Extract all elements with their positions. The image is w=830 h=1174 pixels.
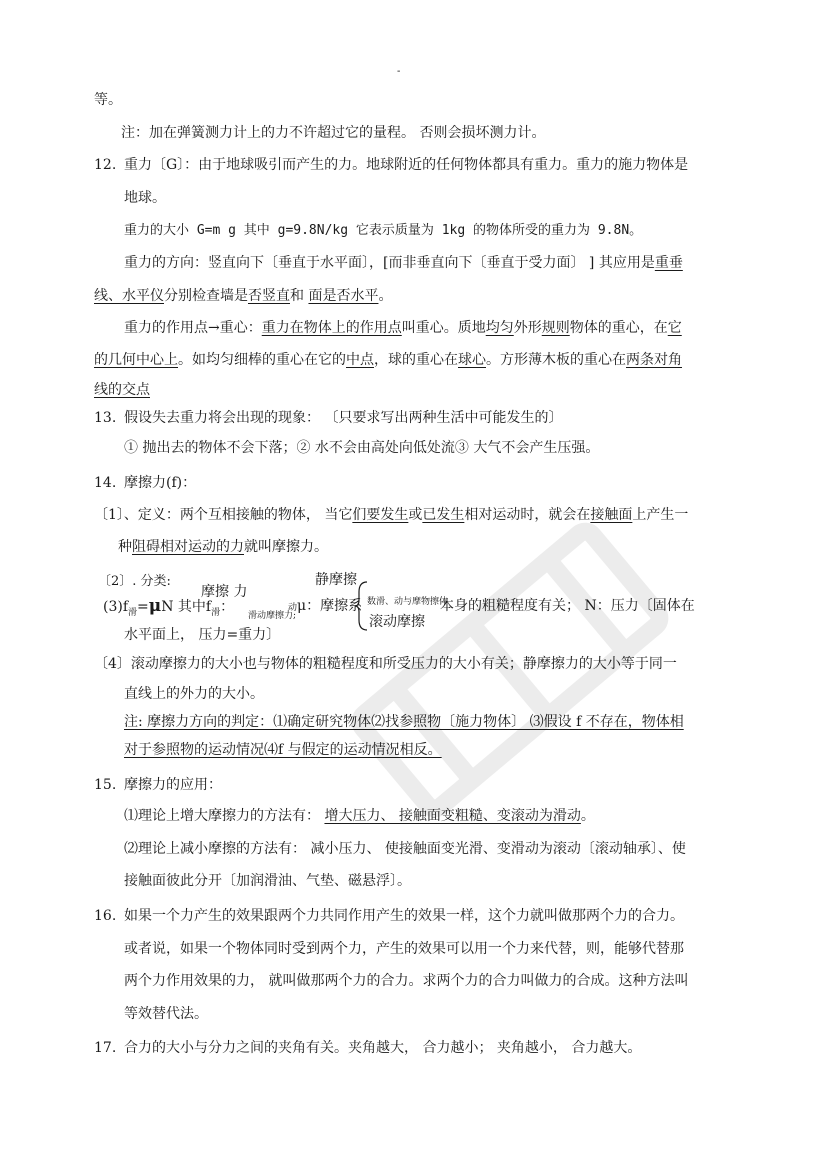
text-span: ⑴理论上增大摩擦力的方法有： [124, 808, 325, 824]
text-line [94, 505, 688, 525]
underlined-text: 增大压力、 接触面变粗糙、变滚动为滑动 [324, 808, 581, 824]
text-line: 重力〔G〕：由于地球吸引而产生的力。地球附近的任何物体都具有重力。重力的施力物体是 [124, 157, 689, 173]
underlined-text: 均匀 [485, 320, 514, 336]
text-span: 和 [290, 288, 309, 304]
text-line: 合力的大小与分力之间的夹角有关。夹角越大， 合力越小； 夹角越小， 合力越大。 [124, 1040, 642, 1056]
text-span: 就叫摩擦力。 [244, 539, 328, 555]
text-span: 滚动摩擦 [369, 614, 425, 630]
header-mark: - [397, 66, 401, 77]
text-span: (3)f [103, 599, 129, 615]
text-span: ，球的重心在 [374, 352, 458, 368]
section-number: 17. [94, 1040, 117, 1056]
underlined-text: 两条对角 [626, 352, 682, 368]
text-line: 或者说，如果一个物体同时受到两个力，产生的效果可以用一个力来代替，则，能够代替那 [124, 941, 684, 957]
text-line: 水平面上， 压力=重力〕 [124, 627, 281, 643]
underlined-text: 重垂 [654, 255, 683, 271]
text-line: 接触面彼此分开〔加润滑油、气垫、磁悬浮〕。 [124, 873, 411, 889]
text-span: 分别检查墙是 [164, 288, 248, 304]
mu-symbol: μ [148, 596, 162, 616]
section-number: 12. [94, 157, 117, 173]
underlined-text: 接触面 [590, 507, 633, 523]
underlined-text: 的几何中心上 [94, 352, 178, 368]
underlined-text: 中点 [346, 352, 374, 368]
underlined-text: 已发生 [422, 507, 465, 523]
text-line: 如果一个力产生的效果跟两个力共同作用产生的效果一样，这个力就叫做那两个力的合力。 [124, 908, 684, 924]
section-number: 16. [94, 908, 117, 924]
text-span: 本身的粗糙程度有关； N：压力〔固体在 [440, 598, 695, 614]
text-line: ① 抛出去的物体不会下落；② 水不会由高处向低处流③ 大气不会产生压强。 [124, 440, 600, 456]
subscript: 滑 [211, 608, 221, 618]
formula-line [103, 596, 234, 623]
section-number: 13. [94, 410, 117, 426]
text-span: 摩擦 力 [201, 584, 248, 600]
text-span: ： [220, 599, 235, 615]
text-span: μ：摩擦系 [297, 598, 363, 614]
text-span: 种 [118, 539, 132, 555]
text-span: 物体的重心，在 [569, 320, 668, 336]
text-span: 重力的方向：竖直向下〔垂直于水平面〕，[而非垂直向下〔垂直于受力面〕 ] 其应用是 [124, 255, 655, 271]
text-span: 静摩擦 [315, 572, 357, 588]
underlined-text: 注: 摩擦力方向的判定：⑴确定研究物体⑵找参照物〔施力物体〕 ⑶假设 f 不存在，物体相 [124, 714, 684, 730]
text-line [288, 596, 362, 618]
underlined-text: 对于参照物的运动情况⑷f 与假定的运动情况相反。 [124, 742, 442, 758]
text-line: 等。 [94, 92, 122, 108]
text-span: N 其中f [161, 599, 212, 615]
underlined-text: 面是否水平 [308, 288, 379, 304]
text-line [118, 537, 328, 557]
text-span: 相对运动时，就会在 [464, 507, 591, 523]
underlined-text: 们要发生 [352, 507, 409, 523]
text-span: 动 [288, 603, 298, 613]
text-line [124, 253, 683, 273]
text-span: 上产生一 [632, 507, 689, 523]
text-line [94, 286, 392, 306]
text-line [124, 318, 682, 338]
text-span: 重力的作用点→重心： [124, 320, 262, 336]
underlined-text: 它 [667, 320, 682, 336]
text-line: 摩擦力(f)： [124, 475, 197, 491]
underlined-text: 球心 [458, 352, 486, 368]
text-line: 摩擦力的应用： [124, 777, 222, 793]
text-line: 假设失去重力将会出现的现象： 〔只要求写出两种生活中可能发生的〕 [124, 410, 563, 426]
underlined-text: 阻碍相对运动的力 [132, 539, 244, 555]
text-span: = [137, 599, 149, 615]
text-span: 数滑、动与摩物擦体 [367, 597, 449, 607]
underlined-text: 重力在物体上的作用点 [261, 320, 402, 336]
text-line: 〔4〕滚动摩擦力的大小也与物体的粗糙程度和所受压力的大小有关；静摩擦力的大小等于同一 [94, 656, 677, 672]
text-span: 。如均匀细棒的重心在它的 [178, 352, 346, 368]
text-line: 重力的大小 G=m g 其中 g=9.8N/kg 它表示质量为 1kg 的物体所受的重力为 9.8N。 [124, 223, 643, 238]
underlined-text: 否竖直 [248, 288, 290, 304]
text-span: 。方形薄木板的重心在 [486, 352, 626, 368]
subscript: 滑 [128, 608, 138, 618]
text-line: ⑵理论上减小摩擦的方法有： 减小压力、 使接触面变光滑、变滑动为滚动〔滚动轴承〕、使 [124, 841, 686, 857]
text-line [94, 350, 682, 370]
underlined-text: 线、水平仪 [94, 288, 164, 304]
text-span: 滑动摩擦力; [248, 611, 297, 621]
text-span: 〔1〕、定义：两个互相接触的物体， 当它 [94, 507, 353, 523]
text-span: 叫重心。质地 [401, 320, 486, 336]
underlined-text: 规则 [541, 320, 570, 336]
text-line: 〔2〕. 分类: [98, 574, 171, 589]
text-line: 直线上的外力的大小。 [124, 686, 264, 702]
section-number: 15. [94, 777, 117, 793]
text-line: 地球。 [124, 190, 166, 206]
section-number: 14. [94, 475, 117, 491]
text-span: 外形 [513, 320, 542, 336]
text-span: 或 [408, 507, 423, 523]
text-line: 两个力作用效果的力， 就叫做那两个力的合力。求两个力的合力叫做力的合成。这种方法叫 [124, 973, 689, 989]
underlined-text: 线的交点 [94, 382, 150, 398]
text-span: 。 [580, 808, 595, 824]
text-line: 等效替代法。 [124, 1006, 208, 1022]
text-span: 。 [378, 288, 393, 304]
text-line [124, 806, 595, 826]
text-line: 注：加在弹簧测力计上的力不许超过它的量程。 否则会损坏测力计。 [121, 125, 546, 141]
